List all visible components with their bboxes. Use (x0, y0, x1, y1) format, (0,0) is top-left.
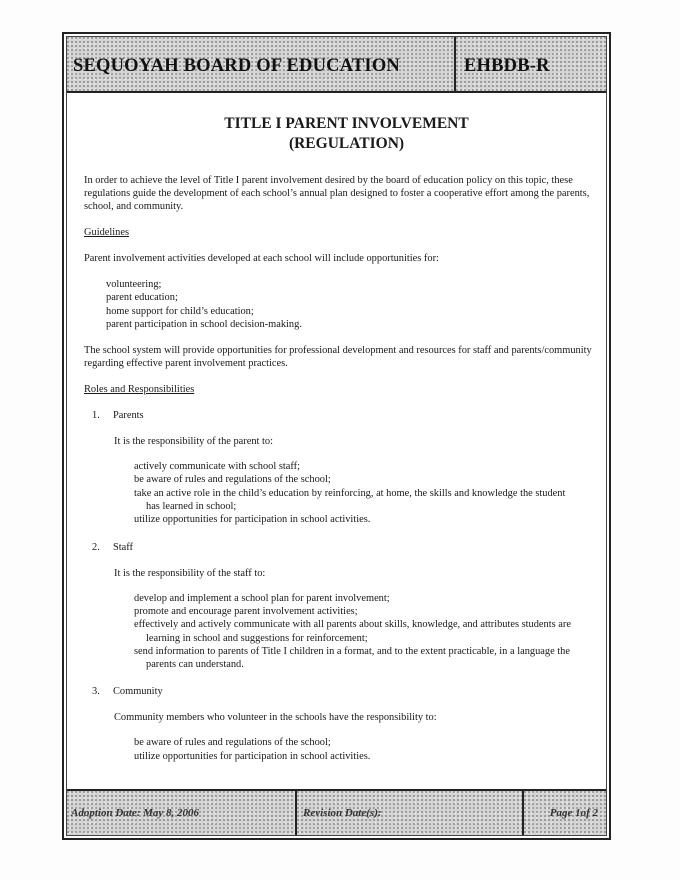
staff-responsibilities (84, 592, 593, 672)
item-line: actively communicate with school staff; (134, 461, 301, 473)
document-page (62, 32, 611, 840)
header-code-box (456, 37, 606, 91)
item-line: utilize opportunities for participation in school activities. (134, 750, 371, 762)
item-line: promote and encourage parent involvement activities; (134, 605, 358, 617)
section-number: 3. (92, 686, 100, 698)
community-intro: Community members who volunteer in the schools have the responsibility to: (114, 712, 437, 724)
document-header (67, 37, 606, 93)
list-item (134, 460, 593, 473)
document-footer (67, 789, 606, 835)
intro-paragraph: In order to achieve the level of Title I parent involvement desired by the board of education policy on this topic, these regulations guide the development of each school’s annual plan designed to foster a cooperative effort among the parents, school, and community. (84, 175, 590, 212)
guidelines-heading: Guidelines (84, 227, 130, 238)
staff-intro: It is the responsibility of the staff to: (114, 567, 266, 579)
item-continuation: has learned in school; (146, 501, 237, 513)
item-line: effectively and actively communicate with all parents about skills, knowledge, and attributes students are (134, 619, 571, 631)
activities-paragraph: Parent involvement activities developed at each school will include opportunities for: (84, 253, 439, 264)
document-title (84, 114, 593, 154)
adoption-date (67, 791, 297, 835)
item-line: take an active role in the child’s education by reinforcing, at home, the skills and knowledge the student (134, 487, 566, 499)
item-line: send information to parents of Title I children in a format, and to the extent practicable, in a language the (134, 645, 570, 657)
list-item (134, 618, 593, 645)
list-item (134, 473, 593, 486)
list-item: parent education; (106, 292, 178, 304)
section-title: Staff (113, 541, 134, 553)
item-continuation: learning in school and suggestions for reinforcement; (146, 632, 368, 644)
community-responsibilities (84, 736, 593, 763)
list-item (134, 487, 593, 514)
list-item (134, 750, 593, 763)
section-number: 2. (92, 541, 100, 553)
section-staff-title (84, 541, 593, 554)
list-item: volunteering; (106, 279, 162, 290)
list-item: home support for child’s education; (106, 305, 254, 317)
revision-dates (297, 791, 524, 835)
item-line: utilize opportunities for participation in school activities. (134, 514, 371, 526)
item-line: be aware of rules and regulations of the school; (134, 474, 331, 486)
item-line: be aware of rules and regulations of the school; (134, 737, 331, 749)
section-title: Parents (113, 410, 144, 422)
item-continuation: parents can understand. (146, 659, 244, 671)
title-line-2: (REGULATION) (288, 135, 405, 152)
activities-list (84, 278, 593, 331)
page-number (524, 791, 606, 835)
organization-name: SEQUOYAH BOARD OF EDUCATION (73, 55, 400, 76)
section-community-title (84, 685, 593, 698)
revision-dates-text: Revision Date(s): (303, 807, 382, 819)
parents-intro: It is the responsibility of the parent to: (114, 436, 274, 448)
list-item (134, 736, 593, 749)
list-item (134, 605, 593, 618)
header-organization-box (67, 37, 456, 91)
document-body (84, 114, 593, 763)
section-number: 1. (92, 410, 100, 422)
list-item: parent participation in school decision-making. (106, 318, 302, 330)
section-title: Community (113, 686, 163, 698)
roles-heading: Roles and Responsibilities (84, 384, 195, 396)
title-line-1: TITLE I PARENT INVOLVEMENT (224, 115, 469, 132)
policy-code: EHBDB-R (464, 55, 550, 76)
list-item (134, 513, 593, 526)
list-item (134, 645, 593, 672)
adoption-date-text: Adoption Date: May 8, 2006 (71, 807, 200, 819)
item-line: develop and implement a school plan for parent involvement; (134, 592, 390, 604)
section-parents-title (84, 409, 593, 422)
parents-responsibilities (84, 460, 593, 526)
list-item (134, 592, 593, 605)
system-paragraph: The school system will provide opportunities for professional development and resources for staff and parents/community regarding effective parent involvement practices. (84, 345, 592, 370)
page-number-text: Page 1of 2 (549, 807, 598, 819)
